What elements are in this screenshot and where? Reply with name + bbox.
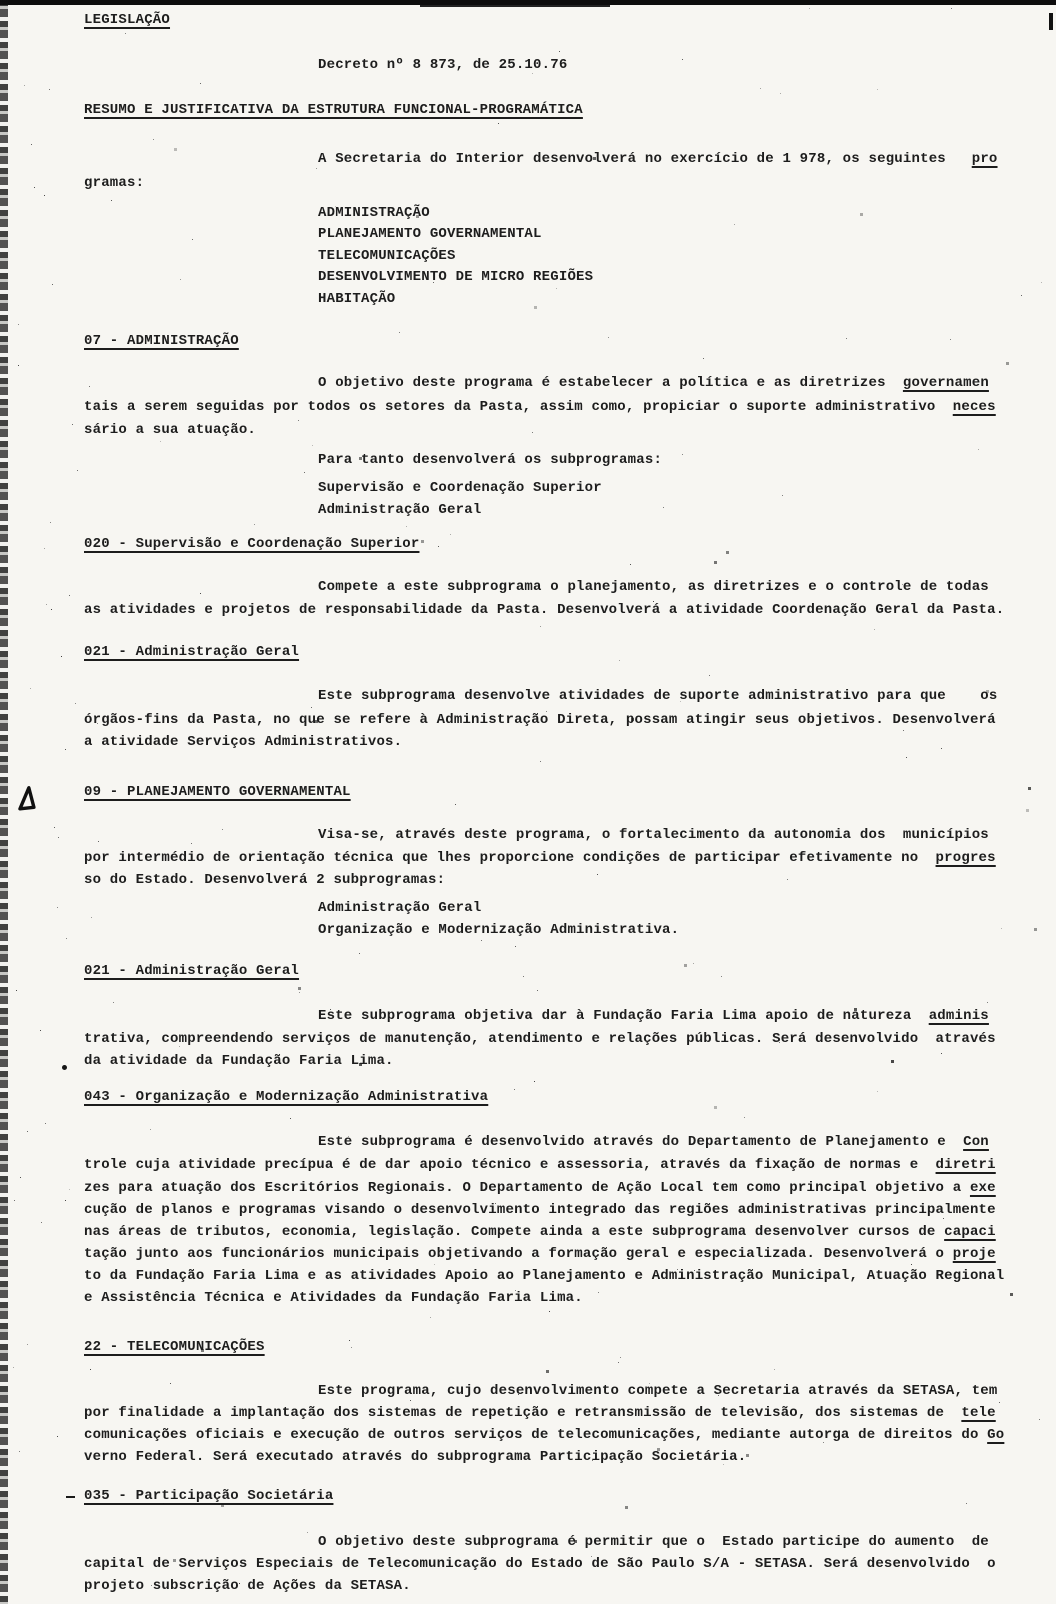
underlined-text: Go xyxy=(987,1427,1005,1443)
text-line xyxy=(84,1267,1004,1285)
text-line xyxy=(318,1133,989,1151)
text-line xyxy=(84,1030,996,1048)
heading-line xyxy=(84,1338,265,1356)
text-line xyxy=(318,479,602,497)
scan-edge-mark xyxy=(1049,13,1053,30)
text-segment: trole cuja atividade precípua é de dar apoio técnico e assessoria, através da fixação de normas e xyxy=(84,1157,936,1173)
text-line xyxy=(84,398,996,416)
text-line xyxy=(84,1052,394,1070)
text-segment: por intermédio de orientação técnica que lhes proporcione condições de participar efetivamente no xyxy=(84,850,936,866)
text-line xyxy=(84,1156,996,1174)
heading-line xyxy=(84,332,239,350)
text-line xyxy=(84,1289,583,1307)
text-line xyxy=(84,1555,996,1573)
heading-line xyxy=(84,11,170,29)
text-line xyxy=(318,290,395,308)
text-line xyxy=(84,733,402,751)
text-segment: sário a sua atuação. xyxy=(84,422,257,438)
text-segment: Supervisão e Coordenação Superior xyxy=(318,480,602,496)
underlined-text: exe xyxy=(969,1180,996,1196)
text-segment: HABITAÇÃO xyxy=(318,291,396,307)
underlined-text: 021 - Administração Geral xyxy=(84,644,300,660)
text-line xyxy=(318,899,481,917)
text-segment: cução de planos e programas visando o desenvolvimento integrado das regiões administrativas principalmente xyxy=(84,1202,996,1218)
text-segment: PLANEJAMENTO GOVERNAMENTAL xyxy=(318,226,542,242)
underlined-text: tele xyxy=(961,1405,996,1421)
underlined-text: progres xyxy=(935,850,996,866)
text-segment: tação junto aos funcionários municipais objetivando a formação geral e especializada. Desenvolverá o xyxy=(84,1246,953,1262)
text-segment: comunicações oficiais e execução de outros serviços de telecomunicações, mediante autorga de direitos do xyxy=(84,1427,988,1443)
underlined-text: RESUMO E JUSTIFICATIVA DA ESTRUTURA FUNCIONAL-PROGRAMÁTICA xyxy=(84,102,583,118)
text-line xyxy=(84,1245,996,1263)
text-segment: capital de Serviços Especiais de Telecomunicação do Estado de São Paulo S/A - SETASA. Será desenvolvido o xyxy=(84,1556,996,1572)
text-line xyxy=(318,451,662,469)
heading-line xyxy=(84,643,299,661)
heading-line xyxy=(84,1088,488,1106)
text-line xyxy=(84,1201,996,1219)
text-segment: zes para atuação dos Escritórios Regionais. O Departamento de Ação Local tem como principal objetivo a xyxy=(84,1180,970,1196)
text-line xyxy=(84,421,256,439)
underlined-text: 22 - TELECOMUNICAÇÕES xyxy=(84,1339,265,1355)
text-line xyxy=(318,501,481,519)
text-segment: tais a serem seguidas por todos os setores da Pasta, assim como, propiciar o suporte administrativo xyxy=(84,399,953,415)
text-line xyxy=(84,849,996,867)
underlined-text: capaci xyxy=(944,1224,996,1240)
text-line xyxy=(318,1382,998,1400)
underlined-text: LEGISLAÇÃO xyxy=(84,12,171,28)
text-segment: a atividade Serviços Administrativos. xyxy=(84,734,403,750)
text-line xyxy=(318,150,998,168)
text-segment: Este programa, cujo desenvolvimento compete a Secretaria através da SETASA, tem xyxy=(318,1383,998,1399)
text-segment: da atividade da Fundação Faria Lima. xyxy=(84,1053,394,1069)
handwritten-delta-mark xyxy=(12,784,43,815)
text-segment: Este subprograma objetiva dar à Fundação Faria Lima apoio de natureza xyxy=(318,1008,929,1024)
text-segment: Decreto nº 8 873, de 25.10.76 xyxy=(318,57,568,73)
heading-line xyxy=(84,1487,333,1505)
text-line xyxy=(84,174,144,192)
text-line xyxy=(84,871,445,889)
text-segment: Visa-se, através deste programa, o fortalecimento da autonomia dos municípios xyxy=(318,827,989,843)
text-line xyxy=(318,578,989,596)
underlined-text: 021 - Administração Geral xyxy=(84,963,300,979)
text-segment: A Secretaria do Interior desenvolverá no exercício de 1 978, os seguintes xyxy=(318,151,972,167)
text-segment: TELECOMUNICAÇÕES xyxy=(318,248,456,264)
ink-spot xyxy=(62,1065,67,1070)
text-segment: órgãos-fins da Pasta, no que se refere à Administração Direta, possam atingir seus objetivos. Desenvolverá xyxy=(84,712,996,728)
text-segment: Para tanto desenvolverá os subprogramas: xyxy=(318,452,663,468)
heading-line xyxy=(84,783,351,801)
underlined-text: diretri xyxy=(935,1157,996,1173)
scan-edge-left xyxy=(0,0,8,1604)
underlined-text: 020 - Supervisão e Coordenação Superior xyxy=(84,536,420,552)
text-line xyxy=(318,268,593,286)
text-line xyxy=(84,1577,411,1595)
text-line xyxy=(318,225,542,243)
text-line xyxy=(318,687,998,705)
heading-line xyxy=(84,535,419,553)
text-segment: verno Federal. Será executado através do subprograma Participação Societária. xyxy=(84,1449,747,1465)
text-segment: trativa, compreendendo serviços de manutenção, atendimento e relações públicas. Será desenvolvido através xyxy=(84,1031,996,1047)
heading-line xyxy=(84,962,299,980)
text-segment: gramas: xyxy=(84,175,145,191)
text-line xyxy=(318,247,456,265)
text-segment: Administração Geral xyxy=(318,900,482,916)
underlined-text: adminis xyxy=(928,1008,989,1024)
text-segment: Organização e Modernização Administrativa. xyxy=(318,922,680,938)
text-line xyxy=(84,1426,1004,1444)
text-line xyxy=(318,826,989,844)
text-segment: O objetivo deste subprograma é permitir que o Estado participe do aumento de xyxy=(318,1534,989,1550)
text-segment: Administração Geral xyxy=(318,502,482,518)
underlined-text: 07 - ADMINISTRAÇÃO xyxy=(84,333,239,349)
text-segment: so do Estado. Desenvolverá 2 subprogramas: xyxy=(84,872,446,888)
text-segment: as atividades e projetos de responsabilidade da Pasta. Desenvolverá a atividade Coordenação Geral da Pasta. xyxy=(84,602,1005,618)
text-line xyxy=(84,1404,996,1422)
text-segment: ADMINISTRAÇÃO xyxy=(318,205,430,221)
text-line xyxy=(318,56,567,74)
text-segment: nas áreas de tributos, economia, legislação. Compete ainda a este subprograma desenvolver cursos de xyxy=(84,1224,945,1240)
text-segment: e Assistência Técnica e Atividades da Fundação Faria Lima. xyxy=(84,1290,583,1306)
underlined-text: Con xyxy=(963,1134,989,1150)
text-line xyxy=(84,1179,996,1197)
scan-edge-top xyxy=(0,0,1056,5)
text-segment: projeto subscrição de Ações da SETASA. xyxy=(84,1578,411,1594)
underlined-text: 09 - PLANEJAMENTO GOVERNAMENTAL xyxy=(84,784,351,800)
text-line xyxy=(318,374,989,392)
text-segment: por finalidade a implantação dos sistemas de repetição e retransmissão de televisão, dos sistemas de xyxy=(84,1405,962,1421)
text-line xyxy=(318,204,430,222)
ink-dash xyxy=(66,1496,75,1498)
text-line xyxy=(318,1533,989,1551)
underlined-text: pro xyxy=(971,151,998,167)
text-line xyxy=(84,1448,746,1466)
heading-line xyxy=(84,101,583,119)
text-line xyxy=(318,1007,989,1025)
text-line xyxy=(84,711,996,729)
text-segment: Este subprograma desenvolve atividades de suporte administrativo para que os xyxy=(318,688,998,704)
text-segment: Este subprograma é desenvolvido através do Departamento de Planejamento e xyxy=(318,1134,964,1150)
text-line xyxy=(318,921,679,939)
text-segment: Compete a este subprograma o planejamento, as diretrizes e o controle de todas xyxy=(318,579,989,595)
text-segment: to da Fundação Faria Lima e as atividades Apoio ao Planejamento e Administração Municipal, Atuação Regional xyxy=(84,1268,1005,1284)
underlined-text: proje xyxy=(952,1246,996,1262)
text-segment: DESENVOLVIMENTO DE MICRO REGIÕES xyxy=(318,269,594,285)
text-line xyxy=(84,601,1004,619)
underlined-text: 035 - Participação Societária xyxy=(84,1488,334,1504)
underlined-text: governamen xyxy=(902,375,989,391)
text-segment: O objetivo deste programa é estabelecer a política e as diretrizes xyxy=(318,375,903,391)
text-line xyxy=(84,1223,996,1241)
underlined-text: 043 - Organização e Modernização Administrativa xyxy=(84,1089,489,1105)
underlined-text: neces xyxy=(952,399,996,415)
